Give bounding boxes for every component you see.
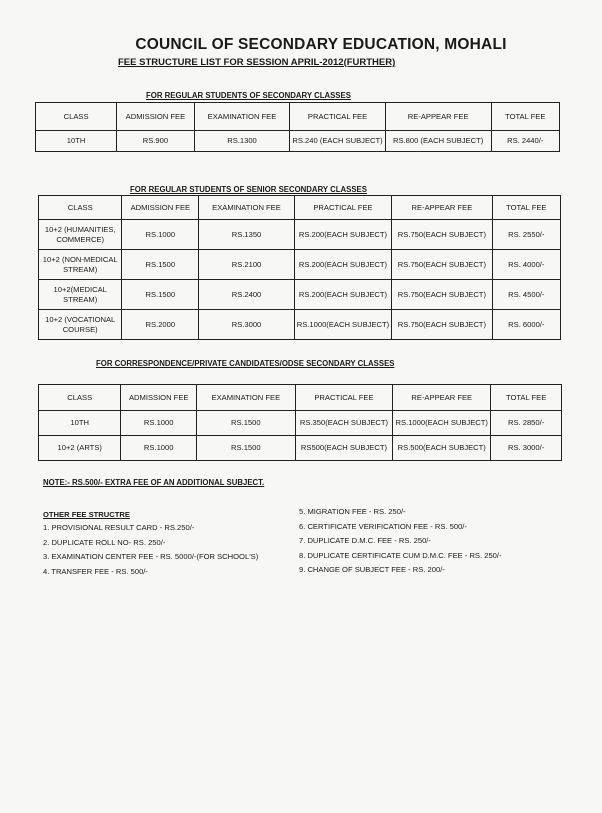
column-header: EXAMINATION FEE: [194, 103, 290, 131]
section3-heading: FOR CORRESPONDENCE/PRIVATE CANDIDATES/ODSE SECONDARY CLASSES: [96, 359, 395, 368]
document-title: COUNCIL OF SECONDARY EDUCATION, MOHALI: [135, 36, 507, 53]
table-cell: RS.1000: [122, 220, 199, 250]
fee-list-item: 5. MIGRATION FEE - RS. 250/-: [299, 507, 406, 516]
table-cell: RS. 2850/-: [491, 411, 562, 436]
other-fee-heading: OTHER FEE STRUCTRE: [43, 510, 130, 519]
column-header: TOTAL FEE: [491, 385, 562, 411]
table-cell: RS.1500: [196, 436, 295, 461]
fee-list-item: 4. TRANSFER FEE - RS. 500/-: [43, 566, 148, 576]
column-header: EXAMINATION FEE: [199, 196, 295, 220]
other-fee-list-right: [299, 505, 502, 578]
table-row: [39, 310, 561, 340]
fee-list-item: 8. DUPLICATE CERTIFICATE CUM D.M.C. FEE - RS. 250/-: [299, 550, 502, 560]
table-cell: RS. 4500/-: [492, 280, 560, 310]
column-header: CLASS: [39, 196, 122, 220]
fee-list-item: 3. EXAMINATION CENTER FEE - RS. 5000/-(FOR SCHOOL'S): [43, 552, 259, 562]
table-row: [36, 131, 560, 152]
table-cell: RS. 4000/-: [492, 250, 560, 280]
additional-subject-note: NOTE:- RS.500/- EXTRA FEE OF AN ADDITIONAL SUBJECT.: [43, 478, 265, 487]
column-header: RE-APPEAR FEE: [392, 196, 492, 220]
column-header: CLASS: [36, 103, 117, 131]
table-cell: 10TH: [36, 131, 117, 152]
column-header: TOTAL FEE: [491, 103, 559, 131]
column-header: RE-APPEAR FEE: [385, 103, 491, 131]
table-cell: RS.1500: [196, 411, 295, 436]
table-cell: RS.800 (EACH SUBJECT): [385, 131, 491, 152]
fee-list-item: 6. CERTIFICATE VERIFICATION FEE - RS. 500/-: [299, 521, 467, 531]
table-cell: RS.1300: [194, 131, 290, 152]
table-row: [39, 280, 561, 310]
table-cell: RS.200(EACH SUBJECT): [294, 280, 391, 310]
table-cell: RS.750(EACH SUBJECT): [392, 280, 492, 310]
column-header: PRACTICAL FEE: [290, 103, 386, 131]
section2-table: [38, 195, 561, 340]
fee-list-item: 1. PROVISIONAL RESULT CARD - RS.250/-: [43, 523, 195, 532]
table-cell: 10+2 (VOCATIONAL COURSE): [39, 310, 122, 340]
table-row: [39, 250, 561, 280]
table-cell: RS. 2550/-: [492, 220, 560, 250]
table-cell: RS.1500: [122, 280, 199, 310]
table-cell: RS.1500: [122, 250, 199, 280]
table-cell: RS.1350: [199, 220, 295, 250]
table-cell: RS.2100: [199, 250, 295, 280]
table-cell: RS. 3000/-: [491, 436, 562, 461]
table-cell: RS.750(EACH SUBJECT): [392, 250, 492, 280]
section2-heading: FOR REGULAR STUDENTS OF SENIOR SECONDARY CLASSES: [130, 185, 367, 194]
document-subtitle: FEE STRUCTURE LIST FOR SESSION APRIL-2012(FURTHER): [118, 57, 396, 68]
table-cell: RS.900: [117, 131, 195, 152]
table-cell: RS.200(EACH SUBJECT): [294, 250, 391, 280]
column-header: ADMISSION FEE: [117, 103, 195, 131]
section1-table: [35, 102, 560, 152]
table-cell: 10+2 (ARTS): [39, 436, 121, 461]
table-row: [39, 436, 562, 461]
table-cell: RS.240 (EACH SUBJECT): [290, 131, 386, 152]
table-cell: RS.1000: [121, 411, 197, 436]
table-cell: RS.2000: [122, 310, 199, 340]
table-cell: RS.1000(EACH SUBJECT): [294, 310, 391, 340]
fee-list-item: 2. DUPLICATE ROLL NO- RS. 250/-: [43, 537, 166, 547]
table-cell: RS.3000: [199, 310, 295, 340]
table-cell: RS.2400: [199, 280, 295, 310]
table-cell: RS.200(EACH SUBJECT): [294, 220, 391, 250]
table-cell: RS.1000(EACH SUBJECT): [393, 411, 491, 436]
table-cell: RS.750(EACH SUBJECT): [392, 220, 492, 250]
column-header: ADMISSION FEE: [122, 196, 199, 220]
table-header-row: [39, 196, 561, 220]
column-header: TOTAL FEE: [492, 196, 560, 220]
table-cell: 10TH: [39, 411, 121, 436]
table-cell: RS.350(EACH SUBJECT): [295, 411, 393, 436]
column-header: ADMISSION FEE: [121, 385, 197, 411]
table-cell: RS. 6000/-: [492, 310, 560, 340]
table-cell: 10+2(MEDICAL STREAM): [39, 280, 122, 310]
fee-list-item: 9. CHANGE OF SUBJECT FEE - RS. 200/-: [299, 565, 445, 575]
section1-heading: FOR REGULAR STUDENTS OF SECONDARY CLASSES: [146, 91, 351, 100]
column-header: PRACTICAL FEE: [295, 385, 393, 411]
column-header: RE-APPEAR FEE: [393, 385, 491, 411]
column-header: CLASS: [39, 385, 121, 411]
table-header-row: [36, 103, 560, 131]
table-cell: RS.1000: [121, 436, 197, 461]
table-header-row: [39, 385, 562, 411]
table-row: [39, 220, 561, 250]
table-cell: RS.500(EACH SUBJECT): [393, 436, 491, 461]
table-cell: 10+2 (HUMANITIES, COMMERCE): [39, 220, 122, 250]
table-row: [39, 411, 562, 436]
other-fee-list-left: [43, 521, 258, 579]
table-cell: RS500(EACH SUBJECT): [295, 436, 393, 461]
table-cell: RS.750(EACH SUBJECT): [392, 310, 492, 340]
column-header: EXAMINATION FEE: [196, 385, 295, 411]
table-cell: 10+2 (NON-MEDICAL STREAM): [39, 250, 122, 280]
column-header: PRACTICAL FEE: [294, 196, 391, 220]
table-cell: RS. 2440/-: [491, 131, 559, 152]
fee-list-item: 7. DUPLICATE D.M.C. FEE - RS. 250/-: [299, 536, 431, 546]
section3-table: [38, 384, 562, 461]
